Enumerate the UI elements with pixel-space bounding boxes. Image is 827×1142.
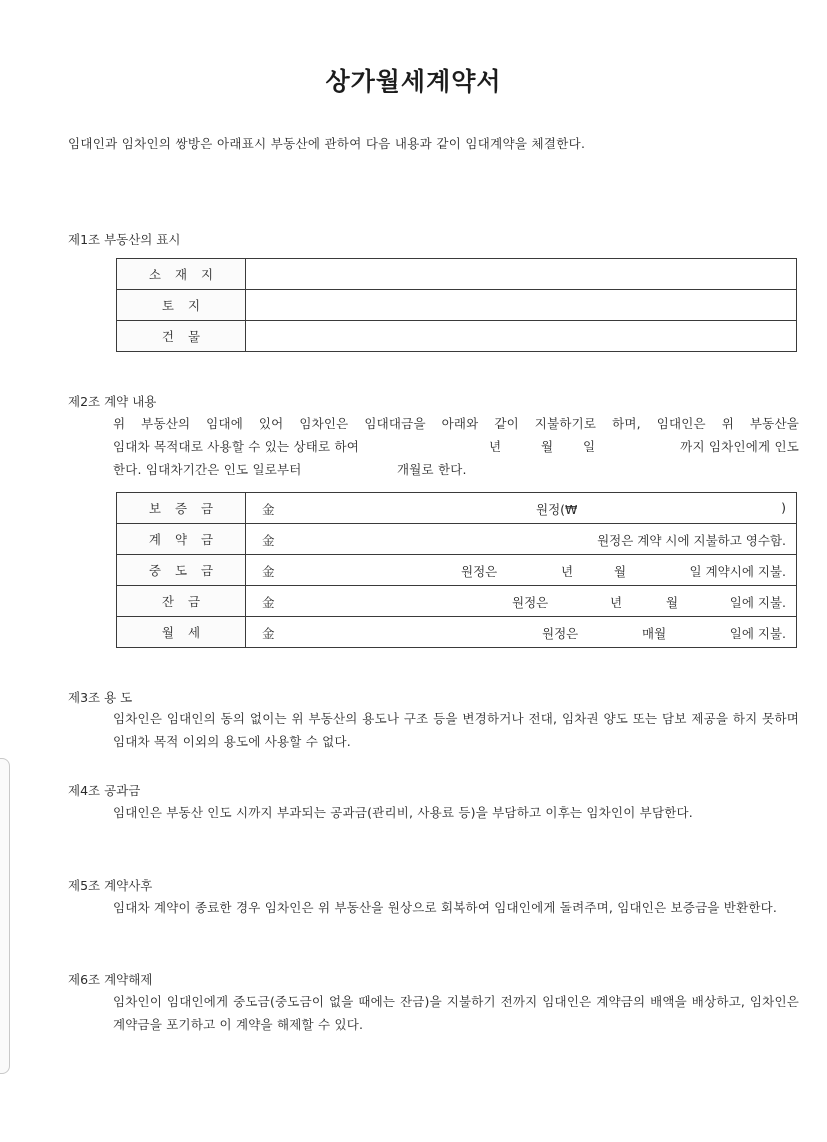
line-text: 개월로 한다.: [397, 462, 467, 477]
property-table: [116, 258, 797, 352]
cell-text: 원정은: [461, 564, 498, 579]
cell-text: ): [781, 500, 786, 515]
monthly-rent-field[interactable]: [246, 617, 797, 648]
balance-field[interactable]: [246, 586, 797, 617]
article6-title: 제6조 계약해제: [68, 972, 153, 987]
land-field[interactable]: [246, 290, 797, 321]
cell-text: 일에 지불.: [729, 626, 786, 641]
row-label: 소재지: [117, 259, 246, 290]
article2-body: [113, 412, 799, 481]
row-label: 중도금: [117, 555, 246, 586]
table-row: [117, 321, 797, 352]
cell-text: 일에 지불.: [729, 595, 786, 610]
article6-body: 임차인이 임대인에게 중도금(중도금이 없을 때에는 잔금)을 지불하기 전까지 임대인은 계약금의 배액을 배상하고, 임차인은 계약금을 포기하고 이 계약을 해제할 수 있다.: [113, 994, 799, 1032]
cell-text: 매월: [642, 626, 667, 641]
cell-text: 월: [614, 564, 627, 579]
day-label: 일: [583, 439, 596, 454]
line-text: 까지 임차인에게 인도: [680, 439, 799, 454]
line-text: 한다. 임대차기간은 인도 일로부터: [113, 462, 302, 477]
row-label: 계약금: [117, 524, 246, 555]
interim-payment-field[interactable]: [246, 555, 797, 586]
table-row: [117, 524, 797, 555]
cell-text: 일 계약시에 지불.: [689, 564, 786, 579]
article2-title: 제2조 계약 내용: [68, 394, 157, 409]
cell-text: 월: [666, 595, 679, 610]
article3-title: 제3조 용 도: [68, 690, 133, 705]
row-label: 월세: [117, 617, 246, 648]
article2-line1: 위 부동산의 임대에 있어 임차인은 임대대금을 아래와 같이 지불하기로 하며, 임대인은 위 부동산을: [113, 416, 799, 431]
table-row: [117, 617, 797, 648]
cell-text: 년: [610, 595, 623, 610]
table-row: [117, 290, 797, 321]
building-field[interactable]: [246, 321, 797, 352]
article2-line3: [113, 458, 799, 481]
cell-text: 년: [561, 564, 574, 579]
row-label: 잔금: [117, 586, 246, 617]
table-row: [117, 555, 797, 586]
side-frame-edge: [0, 758, 10, 1074]
deposit-field[interactable]: [246, 493, 797, 524]
cell-text: 원정은 계약 시에 지불하고 영수함.: [597, 533, 786, 548]
table-row: [117, 259, 797, 290]
row-label: 보증금: [117, 493, 246, 524]
intro-paragraph: 임대인과 임차인의 쌍방은 아래표시 부동산에 관하여 다음 내용과 같이 임대계약을 체결한다.: [68, 136, 586, 151]
article4-title: 제4조 공과금: [68, 783, 141, 798]
down-payment-field[interactable]: [246, 524, 797, 555]
year-label: 년: [489, 439, 502, 454]
article2-line2: [113, 435, 799, 458]
cell-text: 원정은: [542, 626, 579, 641]
document-title: 상가월세계약서: [325, 67, 502, 96]
gold-mark: 金: [262, 595, 275, 610]
article3-body: 임차인은 임대인의 동의 없이는 위 부동산의 용도나 구조 등을 변경하거나 전대, 임차권 양도 또는 담보 제공을 하지 못하며 임대차 목적 이외의 용도에 사용할 수 없다.: [113, 711, 799, 749]
payment-table: [116, 492, 797, 648]
line-text: 임대차 목적대로 사용할 수 있는 상태로 하여: [113, 439, 359, 454]
gold-mark: 金: [262, 626, 275, 641]
cell-text: 원정(₩: [536, 502, 578, 517]
table-row: [117, 493, 797, 524]
month-label: 월: [541, 439, 554, 454]
row-label: 건물: [117, 321, 246, 352]
article5-body: 임대차 계약이 종료한 경우 임차인은 위 부동산을 원상으로 회복하여 임대인에게 돌려주며, 임대인은 보증금을 반환한다.: [113, 900, 778, 915]
article5-title: 제5조 계약사후: [68, 878, 153, 893]
gold-mark: 金: [262, 533, 275, 548]
row-label: 토지: [117, 290, 246, 321]
article4-body: 임대인은 부동산 인도 시까지 부과되는 공과금(관리비, 사용료 등)을 부담하고 이후는 임차인이 부담한다.: [113, 805, 693, 820]
gold-mark: 金: [262, 564, 275, 579]
article1-title: 제1조 부동산의 표시: [68, 232, 181, 247]
gold-mark: 金: [262, 502, 275, 517]
cell-text: 원정은: [512, 595, 549, 610]
location-field[interactable]: [246, 259, 797, 290]
table-row: [117, 586, 797, 617]
